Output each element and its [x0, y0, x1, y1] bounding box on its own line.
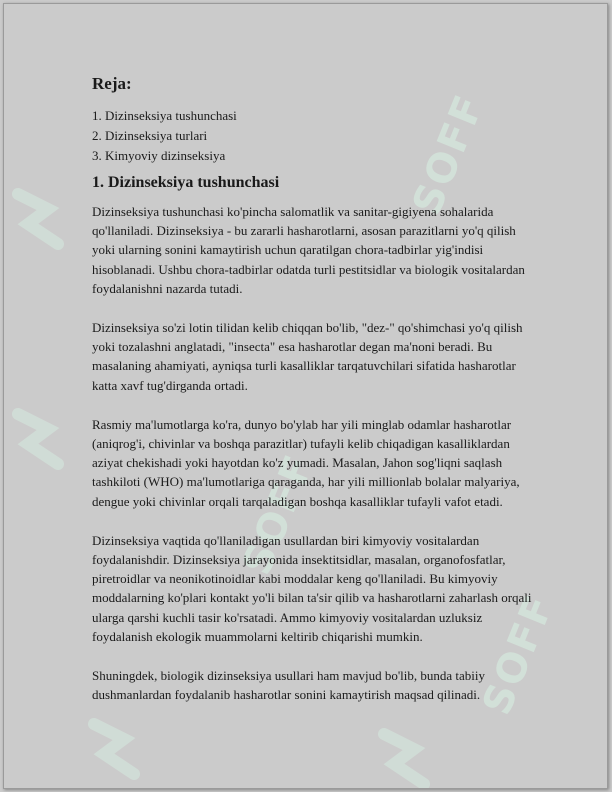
- watermark-logo-icon: [8, 404, 68, 474]
- plan-item: 1. Dizinseksiya tushunchasi: [92, 108, 237, 123]
- watermark-text: SOFF: [474, 587, 564, 722]
- watermark-logo-icon: [84, 714, 144, 784]
- watermark-text: SOFF: [234, 447, 324, 582]
- plan-item: 3. Kimyoviy dizinseksiya: [92, 148, 226, 163]
- document-content: [92, 74, 542, 724]
- paragraph: Shuningdek, biologik dizinseksiya usullari ham mavjud bo'lib, bunda tabiiy dushmanlardan foydalanib hasharotlar sonini kamaytirish maqsad qilinadi.: [92, 668, 486, 703]
- watermark-text: SOFF: [404, 87, 494, 222]
- paragraph: Rasmiy ma'lumotlarga ko'ra, dunyo bo'ylab har yili minglab odamlar hasharotlar (aniqrog'i, chivinlar va boshqa parazitlar) tufayli kelib chiqadigan kasalliklardan aziyat chekishadi yoki hayotdan ko'z yumadi. Masalan, Jahon sog'liqni saqlash tashkiloti (WHO) ma'lumotlariga qaraganda, har yili millionlab bolalar malyariya, dengue yoki chivinlar orqali tarqaladigan boshqa kasalliklar tufayli vafot etadi.: [92, 416, 520, 509]
- paragraph: Dizinseksiya tushunchasi ko'pincha salomatlik va sanitar-gigiyena sohalarida qo'llaniladi. Dizinseksiya - bu zararli hasharotlarni, asosan parazitlarni yo'q qilish yoki ularning sonini kamaytirish uchun qaratilgan chora-tadbirlar yig'indisi hisoblanadi. Ushbu chora-tadbirlar odatda turli pestitsidlar va biologik vositalardan foydalanishni nazarda tutadi.: [92, 204, 525, 296]
- section-title: 1. Dizinseksiya tushunchasi: [92, 174, 280, 191]
- watermark-logo-icon: [8, 184, 68, 254]
- watermark-logo-icon: [374, 724, 434, 789]
- paragraph: Dizinseksiya so'zi lotin tilidan kelib chiqqan bo'lib, "dez-" qo'shimchasi yo'q qilish yoki tozalashni anglatadi, "insecta" esa hasharotlar degan ma'noni beradi. Bu masalaning ahamiyati, ayniqsa turli kasalliklar tarqatuvchilari sifatida hasharotlar katta xavf tug'dirganda ortadi.: [92, 320, 523, 393]
- plan-title: Reja:: [92, 74, 132, 93]
- plan-item: 2. Dizinseksiya turlari: [92, 128, 208, 143]
- document-page: [3, 3, 608, 789]
- paragraph: Dizinseksiya vaqtida qo'llaniladigan usullardan biri kimyoviy vositalardan foydalanishdir. Dizinseksiya jarayonida insektitsidlar, masalan, organofosfatlar, piretroidlar va neonikotinoidlar kabi moddalar keng qo'llaniladi. Bu kimyoviy moddalarning ko'plari kontakt yo'li bilan ta'sir qilib va hasharotlarni zaharlash orqali ularga qarshi kuchli tasir ko'rsatadi. Ammo kimyoviy vositalardan uzluksiz foydalanish ekologik muammolarni keltirib chiqarishi mumkin.: [92, 532, 532, 644]
